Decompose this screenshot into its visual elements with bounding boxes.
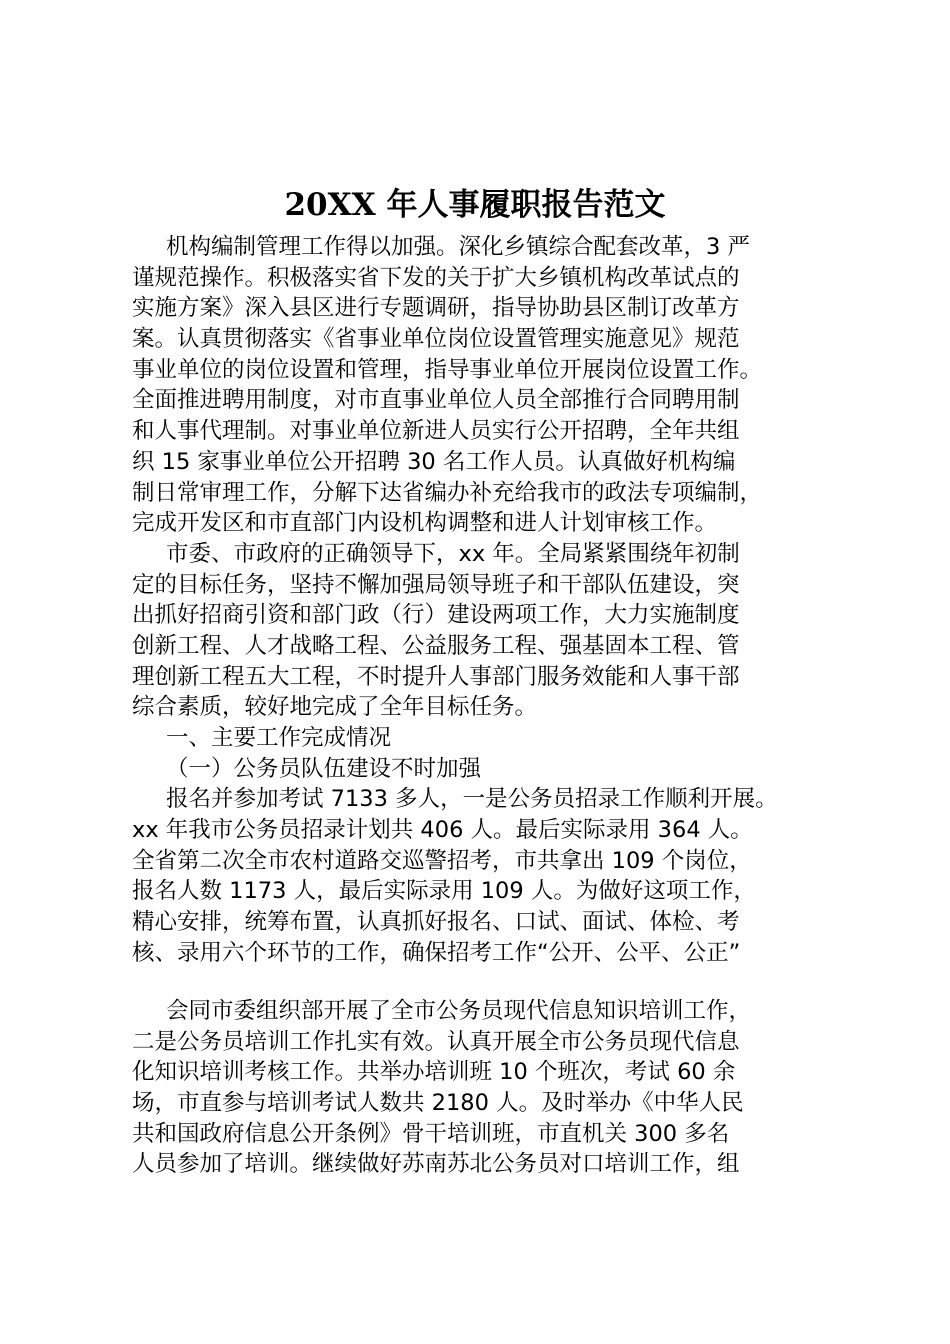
paragraph-line: 实施方案》深入县区进行专题调研，指导协助县区制订改革方	[132, 295, 740, 322]
paragraph-line: 完成开发区和市直部门内设机构调整和进人计划审核工作。	[132, 510, 718, 537]
paragraph-line: 创新工程、人才战略工程、公益服务工程、强基固本工程、管	[132, 632, 740, 659]
paragraph-line: 理创新工程五大工程，不时提升人事部门服务效能和人事干部	[132, 663, 740, 690]
paragraph-line: 报名并参加考试 7133 多人，一是公务员招录工作顺利开展。	[166, 786, 778, 813]
paragraph-line: 共和国政府信息公开条例》骨干培训班，市直机关 300 多名	[132, 1120, 730, 1147]
paragraph-line: 全省第二次全市农村道路交巡警招考，市共拿出 109 个岗位，	[132, 847, 752, 874]
paragraph-line: 二是公务员培训工作扎实有效。认真开展全市公务员现代信息	[132, 1028, 740, 1055]
paragraph-line: 事业单位的岗位设置和管理，指导事业单位开展岗位设置工作。	[132, 356, 763, 383]
document-title: 20XX 年人事履职报告范文	[284, 187, 666, 223]
paragraph-line: 案。认真贯彻落实《省事业单位岗位设置管理实施意见》规范	[132, 326, 740, 353]
paragraph-line: xx 年我市公务员招录计划共 406 人。最后实际录用 364 人。	[132, 817, 753, 844]
paragraph-line: 报名人数 1173 人，最后实际录用 109 人。为做好这项工作，	[132, 878, 756, 905]
paragraph-line: 综合素质，较好地完成了全年目标任务。	[132, 694, 538, 721]
paragraph-line: 化知识培训考核工作。共举办培训班 10 个班次，考试 60 余	[132, 1059, 736, 1086]
body-text-block-2	[132, 996, 842, 1180]
body-text-block-1	[132, 232, 842, 969]
paragraph-line: 定的目标任务，坚持不懈加强局领导班子和干部队伍建设，突	[132, 571, 740, 598]
paragraph-line: 精心安排，统筹布置，认真抓好报名、口试、面试、体检、考	[132, 909, 740, 936]
paragraph-line: 出抓好招商引资和部门政（行）建设两项工作，大力实施制度	[132, 602, 740, 629]
paragraph-line: 市委、市政府的正确领导下，xx 年。全局紧紧围绕年初制	[166, 540, 740, 567]
subsection-heading: （一）公务员队伍建设不时加强	[166, 755, 482, 782]
paragraph-line: 人员参加了培训。继续做好苏南苏北公务员对口培训工作，组	[132, 1151, 740, 1178]
paragraph-line: 会同市委组织部开展了全市公务员现代信息知识培训工作，	[166, 998, 752, 1024]
paragraph-line: 机构编制管理工作得以加强。深化乡镇综合配套改革，3 严	[166, 234, 750, 260]
paragraph-line: 核、录用六个环节的工作，确保招考工作“公开、公平、公正”	[132, 939, 741, 966]
paragraph-line: 全面推进聘用制度，对市直事业单位人员全部推行合同聘用制	[132, 387, 740, 414]
paragraph-line: 场，市直参与培训考试人数共 2180 人。及时举办《中华人民	[132, 1090, 744, 1117]
section-heading: 一、主要工作完成情况	[166, 725, 392, 751]
paragraph-line: 和人事代理制。对事业单位新进人员实行公开招聘，全年共组	[132, 418, 740, 445]
paragraph-line: 织 15 家事业单位公开招聘 30 名工作人员。认真做好机构编	[132, 448, 736, 475]
paragraph-line: 制日常审理工作，分解下达省编办补充给我市的政法专项编制，	[132, 479, 763, 506]
paragraph-line: 谨规范操作。积极落实省下发的关于扩大乡镇机构改革试点的	[132, 264, 740, 291]
